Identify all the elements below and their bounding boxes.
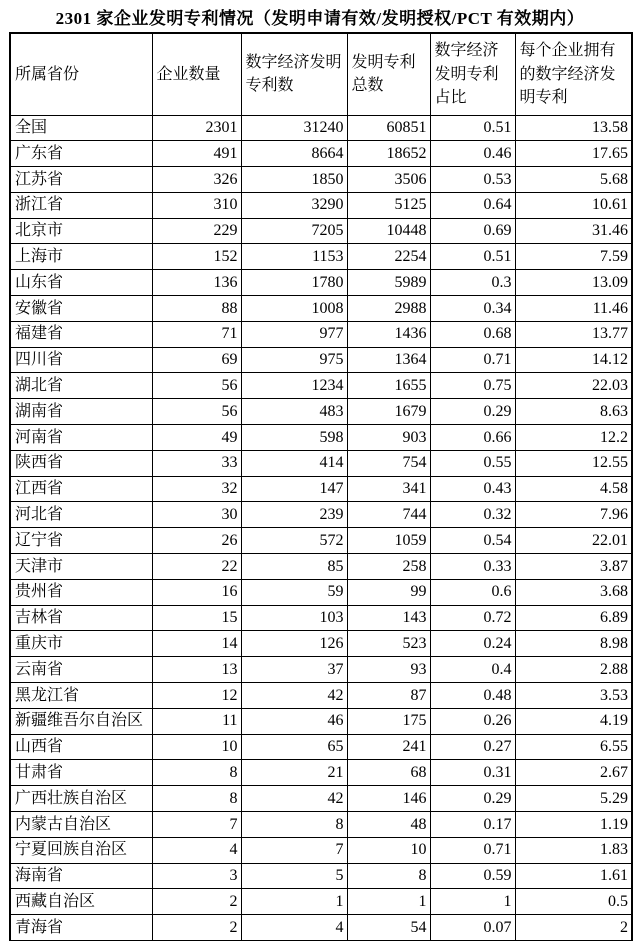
value-cell: 3290 xyxy=(241,192,347,218)
province-cell: 北京市 xyxy=(10,218,152,244)
value-cell: 147 xyxy=(241,476,347,502)
value-cell: 7.96 xyxy=(515,502,632,528)
value-cell: 0.51 xyxy=(430,244,515,270)
table-row xyxy=(10,167,632,193)
value-cell: 572 xyxy=(241,528,347,554)
province-cell: 湖北省 xyxy=(10,373,152,399)
table-row xyxy=(10,218,632,244)
province-cell: 贵州省 xyxy=(10,579,152,605)
value-cell: 2.88 xyxy=(515,657,632,683)
value-cell: 46 xyxy=(241,708,347,734)
value-cell: 7 xyxy=(152,812,241,838)
value-cell: 31.46 xyxy=(515,218,632,244)
value-cell: 56 xyxy=(152,399,241,425)
table-row xyxy=(10,863,632,889)
value-cell: 0.72 xyxy=(430,605,515,631)
value-cell: 0.64 xyxy=(430,192,515,218)
table-row xyxy=(10,837,632,863)
value-cell: 12.55 xyxy=(515,450,632,476)
value-cell: 5 xyxy=(241,863,347,889)
value-cell: 0.27 xyxy=(430,734,515,760)
value-cell: 1153 xyxy=(241,244,347,270)
value-cell: 1364 xyxy=(347,347,430,373)
value-cell: 0.3 xyxy=(430,270,515,296)
province-cell: 新疆维吾尔自治区 xyxy=(10,708,152,734)
value-cell: 1008 xyxy=(241,296,347,322)
value-cell: 13.09 xyxy=(515,270,632,296)
province-cell: 西藏自治区 xyxy=(10,889,152,915)
table-row xyxy=(10,683,632,709)
value-cell: 0.17 xyxy=(430,812,515,838)
value-cell: 16 xyxy=(152,579,241,605)
value-cell: 0.69 xyxy=(430,218,515,244)
value-cell: 7205 xyxy=(241,218,347,244)
table-row xyxy=(10,554,632,580)
value-cell: 241 xyxy=(347,734,430,760)
province-cell: 辽宁省 xyxy=(10,528,152,554)
value-cell: 0.33 xyxy=(430,554,515,580)
value-cell: 15 xyxy=(152,605,241,631)
province-cell: 宁夏回族自治区 xyxy=(10,837,152,863)
value-cell: 483 xyxy=(241,399,347,425)
value-cell: 5989 xyxy=(347,270,430,296)
value-cell: 754 xyxy=(347,450,430,476)
value-cell: 93 xyxy=(347,657,430,683)
value-cell: 1679 xyxy=(347,399,430,425)
province-cell: 云南省 xyxy=(10,657,152,683)
table-row xyxy=(10,657,632,683)
value-cell: 3 xyxy=(152,863,241,889)
value-cell: 54 xyxy=(347,915,430,941)
value-cell: 2254 xyxy=(347,244,430,270)
value-cell: 60851 xyxy=(347,115,430,141)
value-cell: 5125 xyxy=(347,192,430,218)
province-cell: 上海市 xyxy=(10,244,152,270)
value-cell: 6.55 xyxy=(515,734,632,760)
value-cell: 0.07 xyxy=(430,915,515,941)
province-cell: 黑龙江省 xyxy=(10,683,152,709)
value-cell: 0.51 xyxy=(430,115,515,141)
table-row xyxy=(10,528,632,554)
value-cell: 11.46 xyxy=(515,296,632,322)
value-cell: 1.19 xyxy=(515,812,632,838)
table-row xyxy=(10,476,632,502)
value-cell: 2988 xyxy=(347,296,430,322)
value-cell: 0.71 xyxy=(430,347,515,373)
value-cell: 12.2 xyxy=(515,425,632,451)
value-cell: 10448 xyxy=(347,218,430,244)
value-cell: 33 xyxy=(152,450,241,476)
value-cell: 1 xyxy=(241,889,347,915)
value-cell: 68 xyxy=(347,760,430,786)
value-cell: 32 xyxy=(152,476,241,502)
value-cell: 0.53 xyxy=(430,167,515,193)
value-cell: 8.63 xyxy=(515,399,632,425)
value-cell: 341 xyxy=(347,476,430,502)
value-cell: 0.54 xyxy=(430,528,515,554)
value-cell: 1780 xyxy=(241,270,347,296)
value-cell: 5.29 xyxy=(515,786,632,812)
value-cell: 0.71 xyxy=(430,837,515,863)
value-cell: 0.24 xyxy=(430,631,515,657)
value-cell: 310 xyxy=(152,192,241,218)
value-cell: 7.59 xyxy=(515,244,632,270)
province-cell: 山西省 xyxy=(10,734,152,760)
column-header: 所属省份 xyxy=(10,33,152,115)
value-cell: 3.68 xyxy=(515,579,632,605)
value-cell: 6.89 xyxy=(515,605,632,631)
province-cell: 四川省 xyxy=(10,347,152,373)
value-cell: 99 xyxy=(347,579,430,605)
province-cell: 山东省 xyxy=(10,270,152,296)
province-cell: 河北省 xyxy=(10,502,152,528)
province-cell: 陕西省 xyxy=(10,450,152,476)
column-header: 企业数量 xyxy=(152,33,241,115)
province-cell: 浙江省 xyxy=(10,192,152,218)
value-cell: 4.19 xyxy=(515,708,632,734)
province-cell: 江苏省 xyxy=(10,167,152,193)
table-row xyxy=(10,270,632,296)
value-cell: 903 xyxy=(347,425,430,451)
value-cell: 30 xyxy=(152,502,241,528)
value-cell: 13 xyxy=(152,657,241,683)
province-cell: 吉林省 xyxy=(10,605,152,631)
value-cell: 2 xyxy=(152,915,241,941)
value-cell: 0.29 xyxy=(430,786,515,812)
table-row xyxy=(10,296,632,322)
value-cell: 414 xyxy=(241,450,347,476)
table-row xyxy=(10,244,632,270)
value-cell: 8664 xyxy=(241,141,347,167)
value-cell: 31240 xyxy=(241,115,347,141)
province-cell: 青海省 xyxy=(10,915,152,941)
value-cell: 48 xyxy=(347,812,430,838)
value-cell: 1850 xyxy=(241,167,347,193)
value-cell: 103 xyxy=(241,605,347,631)
value-cell: 59 xyxy=(241,579,347,605)
value-cell: 13.58 xyxy=(515,115,632,141)
patent-statistics-table xyxy=(9,32,633,941)
table-row xyxy=(10,889,632,915)
value-cell: 42 xyxy=(241,786,347,812)
value-cell: 0.31 xyxy=(430,760,515,786)
value-cell: 977 xyxy=(241,321,347,347)
value-cell: 87 xyxy=(347,683,430,709)
province-cell: 天津市 xyxy=(10,554,152,580)
value-cell: 258 xyxy=(347,554,430,580)
table-row xyxy=(10,192,632,218)
value-cell: 4 xyxy=(241,915,347,941)
value-cell: 143 xyxy=(347,605,430,631)
value-cell: 326 xyxy=(152,167,241,193)
value-cell: 1.61 xyxy=(515,863,632,889)
table-row xyxy=(10,450,632,476)
value-cell: 152 xyxy=(152,244,241,270)
table-row xyxy=(10,579,632,605)
table-row xyxy=(10,115,632,141)
province-cell: 内蒙古自治区 xyxy=(10,812,152,838)
value-cell: 0.46 xyxy=(430,141,515,167)
value-cell: 18652 xyxy=(347,141,430,167)
table-row xyxy=(10,373,632,399)
value-cell: 2.67 xyxy=(515,760,632,786)
value-cell: 0.55 xyxy=(430,450,515,476)
province-cell: 全国 xyxy=(10,115,152,141)
value-cell: 65 xyxy=(241,734,347,760)
value-cell: 7 xyxy=(241,837,347,863)
province-cell: 安徽省 xyxy=(10,296,152,322)
value-cell: 0.68 xyxy=(430,321,515,347)
column-header: 数字经济发明专利占比 xyxy=(430,33,515,115)
value-cell: 56 xyxy=(152,373,241,399)
value-cell: 523 xyxy=(347,631,430,657)
column-header: 发明专利总数 xyxy=(347,33,430,115)
value-cell: 22 xyxy=(152,554,241,580)
value-cell: 0.26 xyxy=(430,708,515,734)
value-cell: 8.98 xyxy=(515,631,632,657)
value-cell: 85 xyxy=(241,554,347,580)
value-cell: 4 xyxy=(152,837,241,863)
province-cell: 重庆市 xyxy=(10,631,152,657)
value-cell: 22.01 xyxy=(515,528,632,554)
value-cell: 10 xyxy=(152,734,241,760)
table-row xyxy=(10,812,632,838)
value-cell: 10 xyxy=(347,837,430,863)
table-row xyxy=(10,631,632,657)
table-row xyxy=(10,141,632,167)
table-row xyxy=(10,708,632,734)
table-row xyxy=(10,502,632,528)
value-cell: 21 xyxy=(241,760,347,786)
value-cell: 13.77 xyxy=(515,321,632,347)
value-cell: 2 xyxy=(515,915,632,941)
value-cell: 8 xyxy=(152,760,241,786)
value-cell: 229 xyxy=(152,218,241,244)
value-cell: 71 xyxy=(152,321,241,347)
value-cell: 1 xyxy=(430,889,515,915)
value-cell: 42 xyxy=(241,683,347,709)
table-row xyxy=(10,425,632,451)
province-cell: 海南省 xyxy=(10,863,152,889)
value-cell: 0.34 xyxy=(430,296,515,322)
table-row xyxy=(10,786,632,812)
value-cell: 975 xyxy=(241,347,347,373)
value-cell: 69 xyxy=(152,347,241,373)
value-cell: 22.03 xyxy=(515,373,632,399)
value-cell: 1059 xyxy=(347,528,430,554)
value-cell: 0.48 xyxy=(430,683,515,709)
value-cell: 1655 xyxy=(347,373,430,399)
value-cell: 5.68 xyxy=(515,167,632,193)
value-cell: 11 xyxy=(152,708,241,734)
value-cell: 0.59 xyxy=(430,863,515,889)
table-title: 2301 家企业发明专利情况（发明申请有效/发明授权/PCT 有效期内） xyxy=(55,9,585,28)
value-cell: 49 xyxy=(152,425,241,451)
value-cell: 26 xyxy=(152,528,241,554)
value-cell: 136 xyxy=(152,270,241,296)
table-row xyxy=(10,605,632,631)
value-cell: 146 xyxy=(347,786,430,812)
value-cell: 0.32 xyxy=(430,502,515,528)
header-row xyxy=(10,33,632,115)
table-row xyxy=(10,915,632,941)
value-cell: 491 xyxy=(152,141,241,167)
value-cell: 0.29 xyxy=(430,399,515,425)
province-cell: 湖南省 xyxy=(10,399,152,425)
value-cell: 4.58 xyxy=(515,476,632,502)
column-header: 每个企业拥有的数字经济发明专利 xyxy=(515,33,632,115)
value-cell: 3.87 xyxy=(515,554,632,580)
value-cell: 239 xyxy=(241,502,347,528)
value-cell: 17.65 xyxy=(515,141,632,167)
value-cell: 744 xyxy=(347,502,430,528)
value-cell: 3506 xyxy=(347,167,430,193)
value-cell: 8 xyxy=(241,812,347,838)
value-cell: 8 xyxy=(347,863,430,889)
province-cell: 江西省 xyxy=(10,476,152,502)
table-row xyxy=(10,734,632,760)
value-cell: 0.5 xyxy=(515,889,632,915)
value-cell: 1 xyxy=(347,889,430,915)
value-cell: 0.75 xyxy=(430,373,515,399)
column-header: 数字经济发明专利数 xyxy=(241,33,347,115)
province-cell: 甘肃省 xyxy=(10,760,152,786)
province-cell: 广西壮族自治区 xyxy=(10,786,152,812)
table-row xyxy=(10,760,632,786)
value-cell: 1234 xyxy=(241,373,347,399)
table-row xyxy=(10,347,632,373)
province-cell: 河南省 xyxy=(10,425,152,451)
value-cell: 0.6 xyxy=(430,579,515,605)
value-cell: 0.66 xyxy=(430,425,515,451)
value-cell: 598 xyxy=(241,425,347,451)
value-cell: 175 xyxy=(347,708,430,734)
value-cell: 2 xyxy=(152,889,241,915)
table-row xyxy=(10,321,632,347)
table-head xyxy=(10,33,632,115)
value-cell: 12 xyxy=(152,683,241,709)
province-cell: 广东省 xyxy=(10,141,152,167)
value-cell: 126 xyxy=(241,631,347,657)
value-cell: 14 xyxy=(152,631,241,657)
table-row xyxy=(10,399,632,425)
province-cell: 福建省 xyxy=(10,321,152,347)
value-cell: 1436 xyxy=(347,321,430,347)
value-cell: 10.61 xyxy=(515,192,632,218)
value-cell: 37 xyxy=(241,657,347,683)
value-cell: 0.43 xyxy=(430,476,515,502)
table-body xyxy=(10,115,632,941)
value-cell: 0.4 xyxy=(430,657,515,683)
value-cell: 1.83 xyxy=(515,837,632,863)
value-cell: 88 xyxy=(152,296,241,322)
value-cell: 14.12 xyxy=(515,347,632,373)
value-cell: 3.53 xyxy=(515,683,632,709)
value-cell: 8 xyxy=(152,786,241,812)
value-cell: 2301 xyxy=(152,115,241,141)
